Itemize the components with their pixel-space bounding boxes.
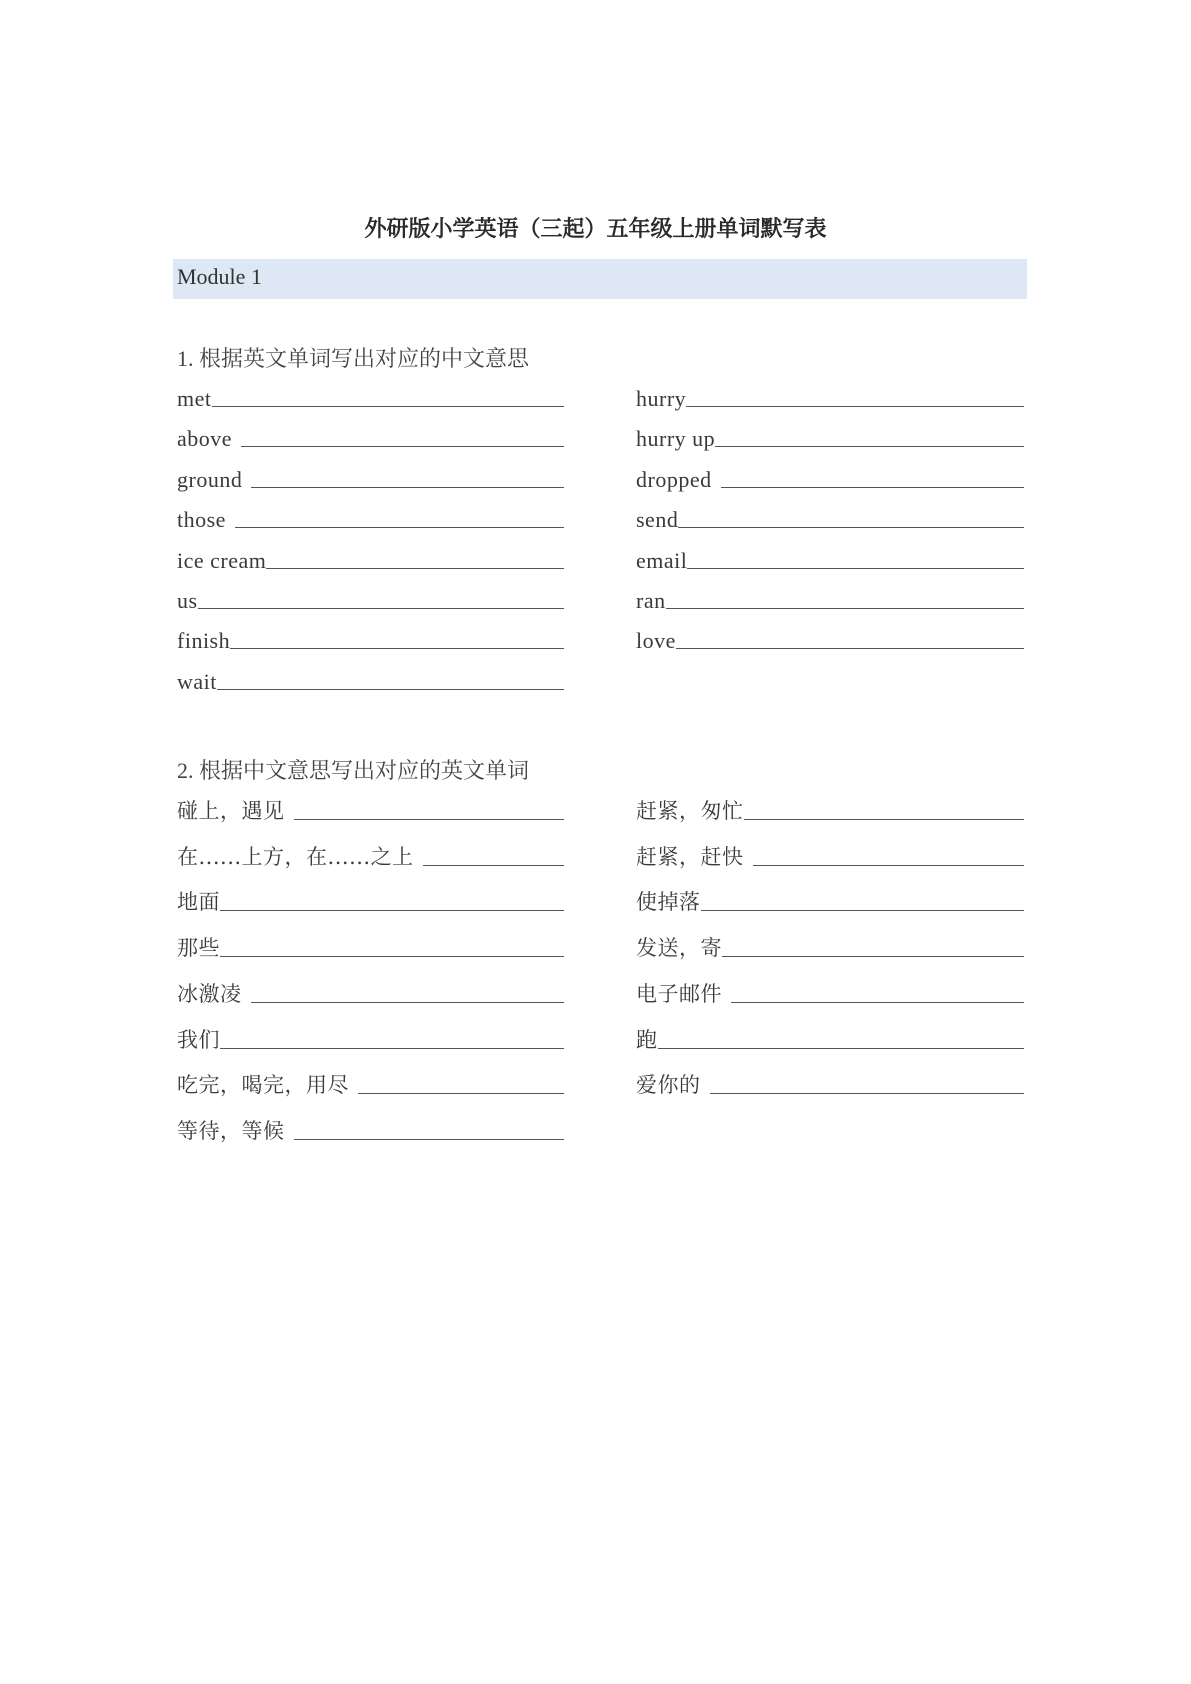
answer-blank[interactable]: [678, 527, 1024, 528]
answer-blank[interactable]: [220, 956, 564, 957]
prompt-word: 冰激凌: [177, 981, 242, 1006]
prompt-word: 我们: [177, 1027, 220, 1052]
section1-heading: 1. 根据英文单词写出对应的中文意思: [177, 346, 530, 371]
answer-blank[interactable]: [744, 819, 1025, 820]
answer-blank[interactable]: [266, 568, 564, 569]
prompt-word: 发送，寄: [636, 936, 722, 961]
prompt-word: 使掉落: [636, 890, 701, 915]
prompt-word: 地面: [177, 890, 220, 915]
prompt-word: ground: [177, 466, 243, 492]
section2-heading: 2. 根据中文意思写出对应的英文单词: [177, 758, 530, 783]
answer-blank[interactable]: [686, 406, 1024, 407]
dictation-row: [177, 624, 564, 654]
prompt-word: 跑: [636, 1027, 658, 1052]
answer-blank[interactable]: [220, 1048, 564, 1049]
dictation-row: [636, 795, 1024, 825]
prompt-word: send: [636, 507, 679, 533]
dictation-row: [177, 422, 564, 452]
answer-blank[interactable]: [294, 819, 565, 820]
prompt-word: wait: [177, 668, 217, 694]
prompt-word: dropped: [636, 466, 712, 492]
answer-blank[interactable]: [294, 1139, 565, 1140]
dictation-row: [636, 503, 1024, 533]
answer-blank[interactable]: [423, 865, 564, 866]
dictation-row: [636, 544, 1024, 574]
prompt-word: 那些: [177, 936, 220, 961]
dictation-row: [177, 795, 564, 825]
answer-blank[interactable]: [715, 446, 1024, 447]
prompt-word: 吃完，喝完，用尽: [177, 1073, 349, 1098]
dictation-row: [177, 665, 564, 695]
prompt-word: email: [636, 547, 688, 573]
dictation-row: [636, 584, 1024, 614]
dictation-row: [177, 1069, 564, 1099]
dictation-row: [177, 382, 564, 412]
prompt-word: finish: [177, 628, 231, 654]
dictation-row: [177, 544, 564, 574]
prompt-word: love: [636, 628, 676, 654]
prompt-word: 爱你的: [636, 1073, 701, 1098]
prompt-word: hurry up: [636, 426, 716, 452]
prompt-word: those: [177, 507, 226, 533]
dictation-row: [177, 841, 564, 871]
dictation-row: [636, 1069, 1024, 1099]
dictation-row: [177, 584, 564, 614]
answer-blank[interactable]: [220, 910, 564, 911]
answer-blank[interactable]: [241, 446, 564, 447]
dictation-row: [177, 886, 564, 916]
answer-blank[interactable]: [235, 527, 564, 528]
prompt-word: ran: [636, 588, 666, 613]
answer-blank[interactable]: [212, 406, 565, 407]
module-header-bar: [173, 259, 1027, 299]
dictation-row: [177, 463, 564, 493]
prompt-word: 赶紧，赶快: [636, 844, 744, 869]
prompt-word: above: [177, 426, 233, 452]
answer-blank[interactable]: [230, 648, 564, 649]
dictation-row: [636, 382, 1024, 412]
answer-blank[interactable]: [731, 1002, 1024, 1003]
answer-blank[interactable]: [251, 1002, 565, 1003]
page-title: 外研版小学英语（三起）五年级上册单词默写表: [364, 217, 827, 242]
answer-blank[interactable]: [658, 1048, 1025, 1049]
dictation-row: [177, 1115, 564, 1145]
answer-blank[interactable]: [251, 487, 564, 488]
prompt-word: 赶紧，匆忙: [636, 799, 744, 823]
answer-blank[interactable]: [198, 608, 564, 609]
dictation-row: [636, 422, 1024, 452]
answer-blank[interactable]: [217, 689, 564, 690]
answer-blank[interactable]: [701, 910, 1025, 911]
answer-blank[interactable]: [358, 1093, 564, 1094]
dictation-row: [177, 503, 564, 533]
answer-blank[interactable]: [753, 865, 1025, 866]
answer-blank[interactable]: [722, 956, 1024, 957]
dictation-row: [636, 624, 1024, 654]
prompt-word: hurry: [636, 386, 687, 411]
prompt-word: 在......上方，在......之上: [177, 844, 414, 869]
module-label: Module 1: [177, 264, 262, 289]
answer-blank[interactable]: [676, 648, 1024, 649]
prompt-word: ice cream: [177, 547, 267, 573]
dictation-row: [177, 978, 564, 1008]
answer-blank[interactable]: [687, 568, 1024, 569]
prompt-word: met: [177, 386, 212, 411]
answer-blank[interactable]: [721, 487, 1024, 488]
dictation-row: [636, 886, 1024, 916]
dictation-row: [636, 978, 1024, 1008]
dictation-row: [636, 463, 1024, 493]
prompt-word: us: [177, 588, 198, 613]
prompt-word: 碰上，遇见: [177, 799, 285, 823]
dictation-row: [636, 932, 1024, 962]
dictation-row: [636, 1024, 1024, 1054]
prompt-word: 电子邮件: [636, 981, 722, 1006]
prompt-word: 等待，等候: [177, 1118, 285, 1143]
dictation-row: [177, 932, 564, 962]
answer-blank[interactable]: [710, 1093, 1025, 1094]
dictation-row: [177, 1024, 564, 1054]
answer-blank[interactable]: [666, 608, 1024, 609]
dictation-row: [636, 841, 1024, 871]
